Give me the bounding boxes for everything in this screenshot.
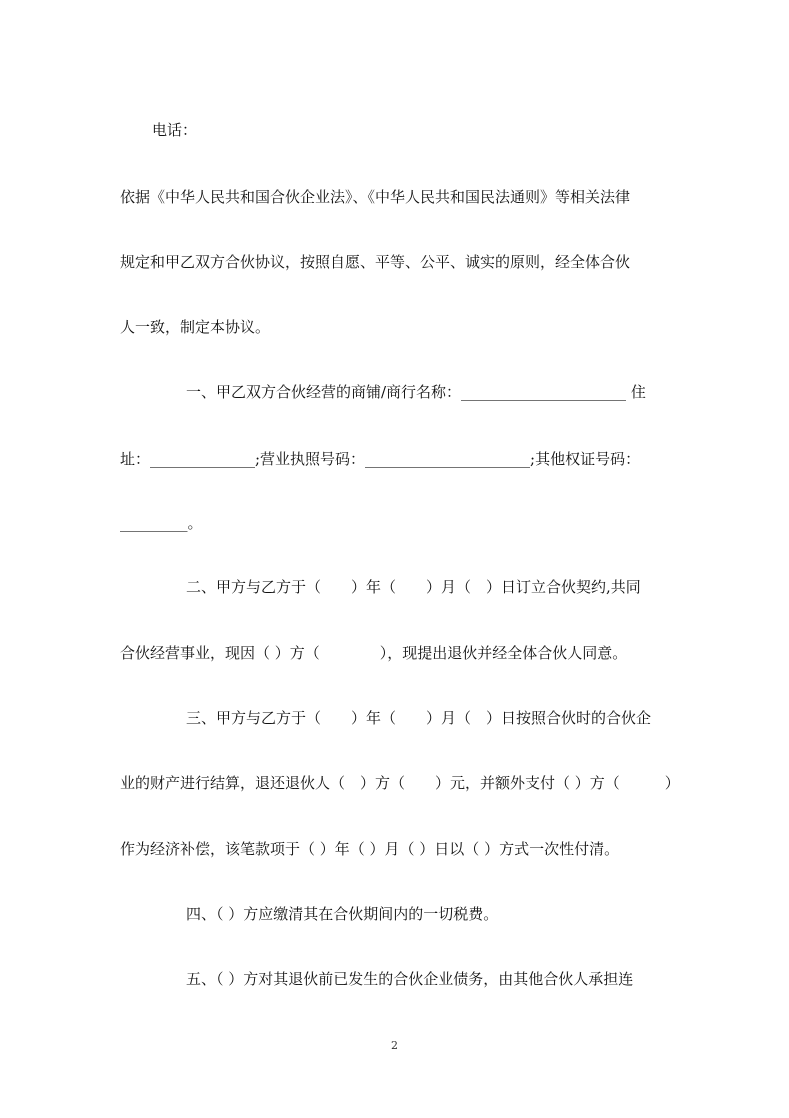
clause-2-line: 二、甲方与乙方于（ ）年（ ）月（ ）日订立合伙契约,共同 [186, 578, 641, 596]
paragraph-line: 依据《中华人民共和国合伙企业法》、《中华人民共和国民法通则》等相关法律 [120, 188, 631, 206]
paragraph-line: 人一致，制定本协议。 [120, 318, 271, 336]
clause-3-line: 作为经济补偿，该笔款项于（ ）年（ ）月（ ）日以（ ）方式一次性付清。 [120, 840, 620, 858]
clause-3-line: 三、甲方与乙方于（ ）年（ ）月（ ）日按照合伙时的合伙企 [186, 709, 652, 727]
paragraph-line: 规定和甲乙双方合伙协议，按照自愿、平等、公平、诚实的原则，经全体合伙 [120, 253, 631, 271]
page-number: 2 [391, 1039, 398, 1052]
clause-4-line: 四、（ ）方应缴清其在合伙期间内的一切税费。 [186, 905, 499, 923]
clause-1-line: 址：______________;营业执照号码：______________________;其他权证号码： [120, 450, 641, 468]
clause-2-line: 合伙经营事业，现因（ ）方（ ），现提出退伙并经全体合伙人同意。 [120, 644, 628, 662]
clause-1-line: _________。 [120, 514, 203, 532]
clause-1-line: 一、甲乙双方合伙经营的商铺/商行名称：______________________ 住 [186, 383, 646, 401]
phone-line: 电话： [152, 121, 198, 139]
clause-5-line: 五、（ ）方对其退伙前已发生的合伙企业债务，由其他合伙人承担连 [186, 970, 634, 988]
clause-3-line: 业的财产进行结算，退还退伙人（ ）方（ ）元，并额外支付（ ）方（ ） [120, 774, 680, 792]
